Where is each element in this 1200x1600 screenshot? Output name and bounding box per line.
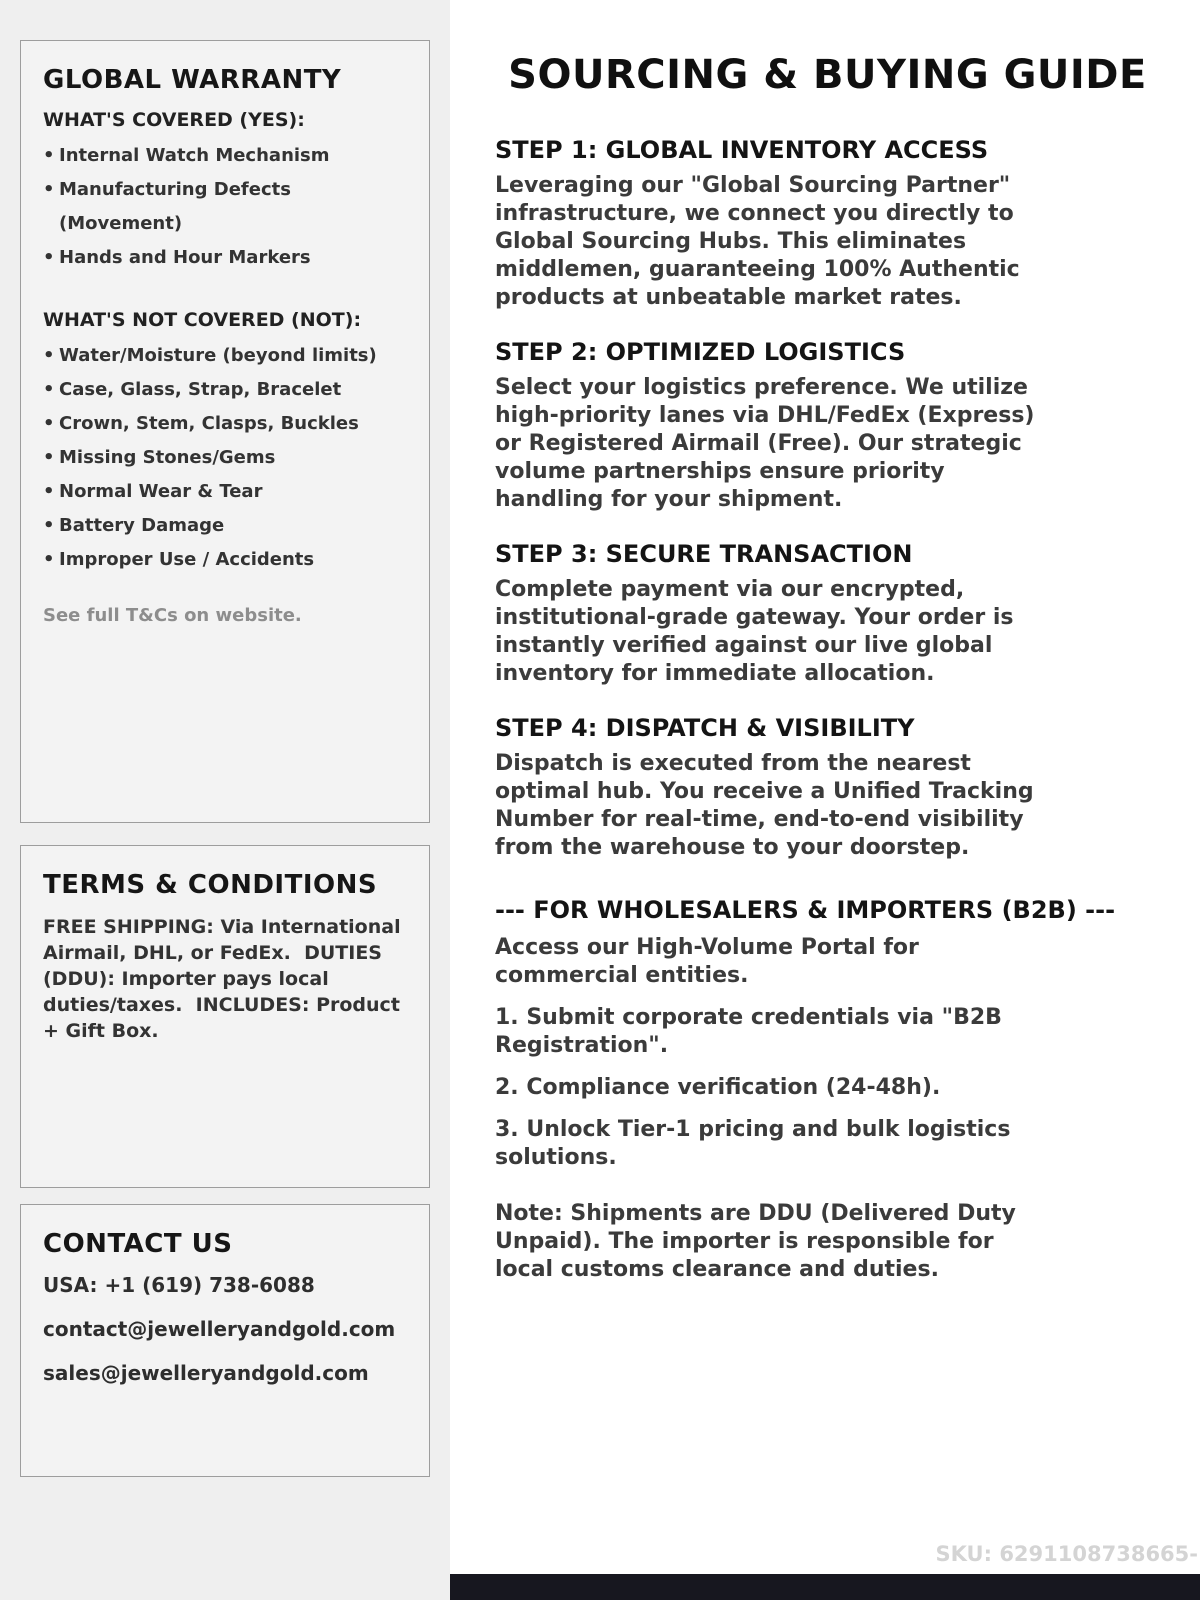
bottom-bar: [450, 1574, 1200, 1600]
covered-item: • Hands and Hour Markers: [43, 241, 407, 275]
step-3: [495, 540, 1160, 688]
contact-email: contact@jewelleryandgold.com: [43, 1317, 396, 1341]
not-covered-item: • Battery Damage: [43, 509, 407, 543]
terms-title: TERMS & CONDITIONS: [43, 870, 378, 900]
step-1: [495, 136, 1160, 312]
b2b-item-1: 1. Submit corporate credentials via "B2B Registration".: [495, 1005, 1002, 1058]
covered-item: • Internal Watch Mechanism: [43, 139, 407, 173]
b2b-item-2: 2. Compliance verification (24-48h).: [495, 1075, 941, 1100]
not-covered-item: • Improper Use / Accidents: [43, 543, 407, 577]
step-3-body: Complete payment via our encrypted, institutional-grade gateway. Your order is instantly verified against our live global inventory for immediate allocation.: [495, 577, 1014, 686]
b2b-section: [495, 896, 1160, 1284]
step-2-body: Select your logistics preference. We utilize high-priority lanes via DHL/FedEx (Express) or Registered Airmail (Free). Our strategic volume partnerships ensure priority handling for your shipment.: [495, 375, 1035, 512]
contact-phone: USA: +1 (619) 738-6088: [43, 1273, 315, 1297]
step-2-heading: STEP 2: OPTIMIZED LOGISTICS: [495, 338, 906, 366]
warranty-footnote: See full T&Cs on website.: [43, 605, 302, 626]
step-4-body: Dispatch is executed from the nearest optimal hub. You receive a Unified Tracking Number for real-time, end-to-end visibility from the warehouse to your doorstep.: [495, 751, 1034, 860]
step-4-heading: STEP 4: DISPATCH & VISIBILITY: [495, 714, 915, 742]
b2b-note: Note: Shipments are DDU (Delivered Duty Unpaid). The importer is responsible for local customs clearance and duties.: [495, 1201, 1016, 1282]
sidebar: [0, 0, 450, 1600]
b2b-item-3: 3. Unlock Tier-1 pricing and bulk logistics solutions.: [495, 1117, 1011, 1170]
b2b-heading: --- FOR WHOLESALERS & IMPORTERS (B2B) ---: [495, 896, 1116, 924]
not-covered-title: WHAT'S NOT COVERED (NOT):: [43, 309, 362, 331]
warranty-title: GLOBAL WARRANTY: [43, 65, 342, 95]
step-4: [495, 714, 1160, 862]
not-covered-item: • Normal Wear & Tear: [43, 475, 407, 509]
contact-title: CONTACT US: [43, 1229, 233, 1259]
covered-item: • Manufacturing Defects (Movement): [43, 173, 407, 241]
step-1-body: Leveraging our "Global Sourcing Partner" infrastructure, we connect you directly to Global Sourcing Hubs. This eliminates middlemen, guaranteeing 100% Authentic products at unbeatable market rates.: [495, 173, 1020, 310]
contact-section: [20, 1204, 430, 1477]
sku-label: SKU: 6291108738665-: [935, 1542, 1198, 1566]
covered-title: WHAT'S COVERED (YES):: [43, 109, 305, 131]
step-2: [495, 338, 1160, 514]
not-covered-item: • Water/Moisture (beyond limits): [43, 339, 407, 373]
not-covered-item: • Missing Stones/Gems: [43, 441, 407, 475]
step-3-heading: STEP 3: SECURE TRANSACTION: [495, 540, 913, 568]
b2b-intro: Access our High-Volume Portal for commercial entities.: [495, 935, 919, 988]
sales-email: sales@jewelleryandgold.com: [43, 1361, 369, 1385]
terms-body: FREE SHIPPING: Via International Airmail, DHL, or FedEx. DUTIES (DDU): Importer pays local duties/taxes. INCLUDES: Product + Gift Box.: [43, 916, 408, 1042]
not-covered-item: • Case, Glass, Strap, Bracelet: [43, 373, 407, 407]
page-title: SOURCING & BUYING GUIDE: [508, 52, 1147, 98]
warranty-section: [20, 40, 430, 823]
not-covered-list: [43, 339, 407, 577]
main-content: [450, 0, 1200, 1600]
terms-section: [20, 845, 430, 1188]
covered-list: [43, 139, 407, 275]
step-1-heading: STEP 1: GLOBAL INVENTORY ACCESS: [495, 136, 989, 164]
not-covered-item: • Crown, Stem, Clasps, Buckles: [43, 407, 407, 441]
